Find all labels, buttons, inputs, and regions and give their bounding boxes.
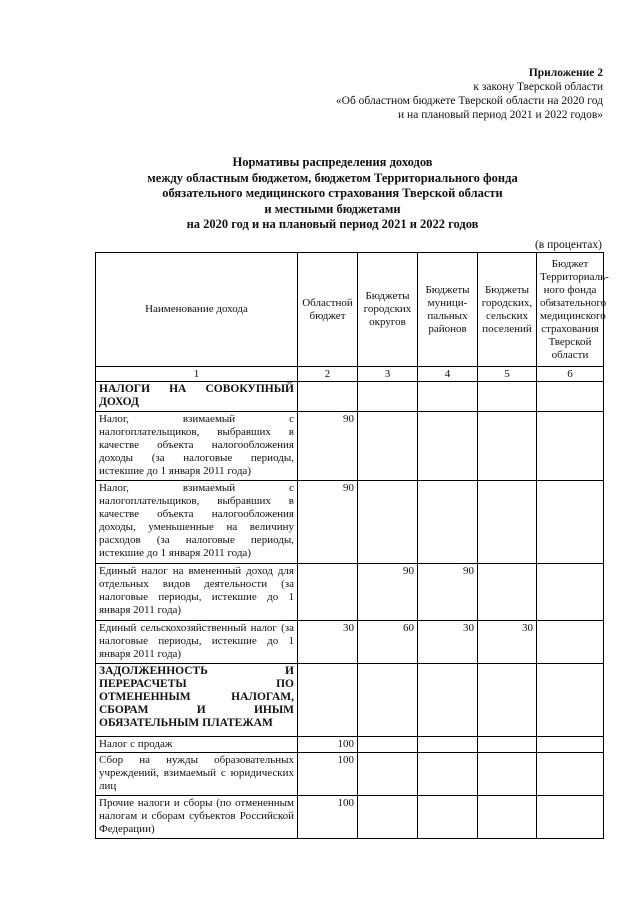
header-settlements: Бюджеты городских, сельских поселений	[478, 253, 537, 367]
value-cell	[478, 753, 537, 796]
appendix-line-2: «Об областном бюджете Тверской области на 2020 год	[335, 95, 603, 107]
column-number: 1	[96, 367, 298, 382]
value-cell	[358, 796, 418, 839]
title-line-5: на 2020 год и на плановый период 2021 и 2022 годов	[186, 217, 479, 231]
value-cell	[537, 564, 604, 621]
section-heading: НАЛОГИ НА СОВОКУПНЫЙ ДОХОД	[96, 382, 298, 412]
header-city-districts: Бюджеты городских округов	[358, 253, 418, 367]
value-cell: 90	[418, 564, 478, 621]
value-cell	[537, 796, 604, 839]
income-name: Сбор на нужды образовательных учреждений, взимаемый с юридических лиц	[96, 753, 298, 796]
table-row	[96, 737, 604, 753]
value-cell	[358, 382, 418, 412]
value-cell	[537, 753, 604, 796]
value-cell	[358, 664, 418, 737]
table-row	[96, 753, 604, 796]
value-cell	[537, 382, 604, 412]
value-cell: 60	[358, 621, 418, 664]
section-heading: ЗАДОЛЖЕННОСТЬ И ПЕРЕРАСЧЕТЫ ПО ОТМЕНЕННЫМ НАЛОГАМ, СБОРАМ И ИНЫМ ОБЯЗАТЕЛЬНЫМ ПЛАТЕЖАМ	[96, 664, 298, 737]
value-cell: 100	[298, 753, 358, 796]
table-row-section	[96, 382, 604, 412]
income-name: Прочие налоги и сборы (по отмененным налогам и сборам субъектов Российской Федерации)	[96, 796, 298, 839]
column-number: 2	[298, 367, 358, 382]
income-name: Единый сельскохозяйственный налог (за налоговые периоды, истекшие до 1 января 2011 года)	[96, 621, 298, 664]
value-cell	[478, 737, 537, 753]
title-line-3: обязательного медицинского страхования Тверской области	[162, 186, 503, 200]
value-cell	[358, 753, 418, 796]
title-line-2: между областным бюджетом, бюджетом Территориального фонда	[147, 170, 518, 185]
value-cell	[418, 753, 478, 796]
header-medical-fund: Бюджет Территориаль-ного фонда обязательного медицинского страхования Тверской области	[537, 253, 604, 367]
value-cell	[418, 664, 478, 737]
value-cell	[298, 564, 358, 621]
value-cell	[478, 481, 537, 564]
title-line-4: и местными бюджетами	[264, 201, 401, 216]
appendix-line-1: к закону Тверской области	[473, 81, 603, 93]
value-cell: 90	[298, 481, 358, 564]
value-cell	[358, 737, 418, 753]
value-cell	[418, 481, 478, 564]
table-row	[96, 564, 604, 621]
table-row	[96, 412, 604, 481]
normatives-table	[95, 252, 609, 839]
income-name: Единый налог на вмененный доход для отдельных видов деятельности (за налоговые периоды, истекшие до 1 января 2011 года)	[96, 564, 298, 621]
value-cell	[537, 481, 604, 564]
value-cell	[358, 481, 418, 564]
column-number: 4	[418, 367, 478, 382]
value-cell: 30	[418, 621, 478, 664]
income-name: Налог, взимаемый с налогоплательщиков, выбравших в качестве объекта налогообложения доходы (за налоговые периоды, истекшие до 1 января 2011 года)	[96, 412, 298, 481]
value-cell	[537, 664, 604, 737]
value-cell	[478, 564, 537, 621]
units-note: (в процентах)	[534, 239, 602, 251]
header-municipal-districts: Бюджеты муници-пальных районов	[418, 253, 478, 367]
table-row-section	[96, 664, 604, 737]
value-cell	[418, 737, 478, 753]
value-cell	[418, 412, 478, 481]
header-row	[96, 253, 604, 367]
appendix-line-3: и на плановый период 2021 и 2022 годов»	[398, 109, 603, 121]
value-cell: 100	[298, 796, 358, 839]
value-cell	[537, 412, 604, 481]
value-cell: 30	[478, 621, 537, 664]
column-number: 3	[358, 367, 418, 382]
title-line-1: Нормативы распределения доходов	[232, 155, 433, 169]
document-title	[60, 155, 605, 233]
value-cell: 30	[298, 621, 358, 664]
table-row	[96, 796, 604, 839]
header-regional-budget: Областной бюджет	[298, 253, 358, 367]
income-name: Налог, взимаемый с налогоплательщиков, выбравших в качестве объекта налогообложения доходы, уменьшенные на величину расходов (за налоговые периоды, истекшие до 1 января 2011 года)	[96, 481, 298, 564]
table-row	[96, 481, 604, 564]
value-cell	[418, 796, 478, 839]
value-cell	[478, 664, 537, 737]
value-cell	[418, 382, 478, 412]
value-cell	[478, 382, 537, 412]
income-name: Налог с продаж	[96, 737, 298, 753]
column-number: 5	[478, 367, 537, 382]
appendix-title: Приложение 2	[528, 67, 603, 79]
table-row	[96, 621, 604, 664]
value-cell	[358, 412, 418, 481]
value-cell: 90	[358, 564, 418, 621]
value-cell	[478, 412, 537, 481]
header-income-name: Наименование дохода	[96, 253, 298, 367]
column-number: 6	[537, 367, 604, 382]
value-cell	[478, 796, 537, 839]
value-cell	[298, 382, 358, 412]
value-cell	[537, 621, 604, 664]
column-number-row	[96, 367, 604, 382]
value-cell	[537, 737, 604, 753]
value-cell: 90	[298, 412, 358, 481]
value-cell: 100	[298, 737, 358, 753]
value-cell	[298, 664, 358, 737]
appendix-header	[336, 66, 603, 122]
